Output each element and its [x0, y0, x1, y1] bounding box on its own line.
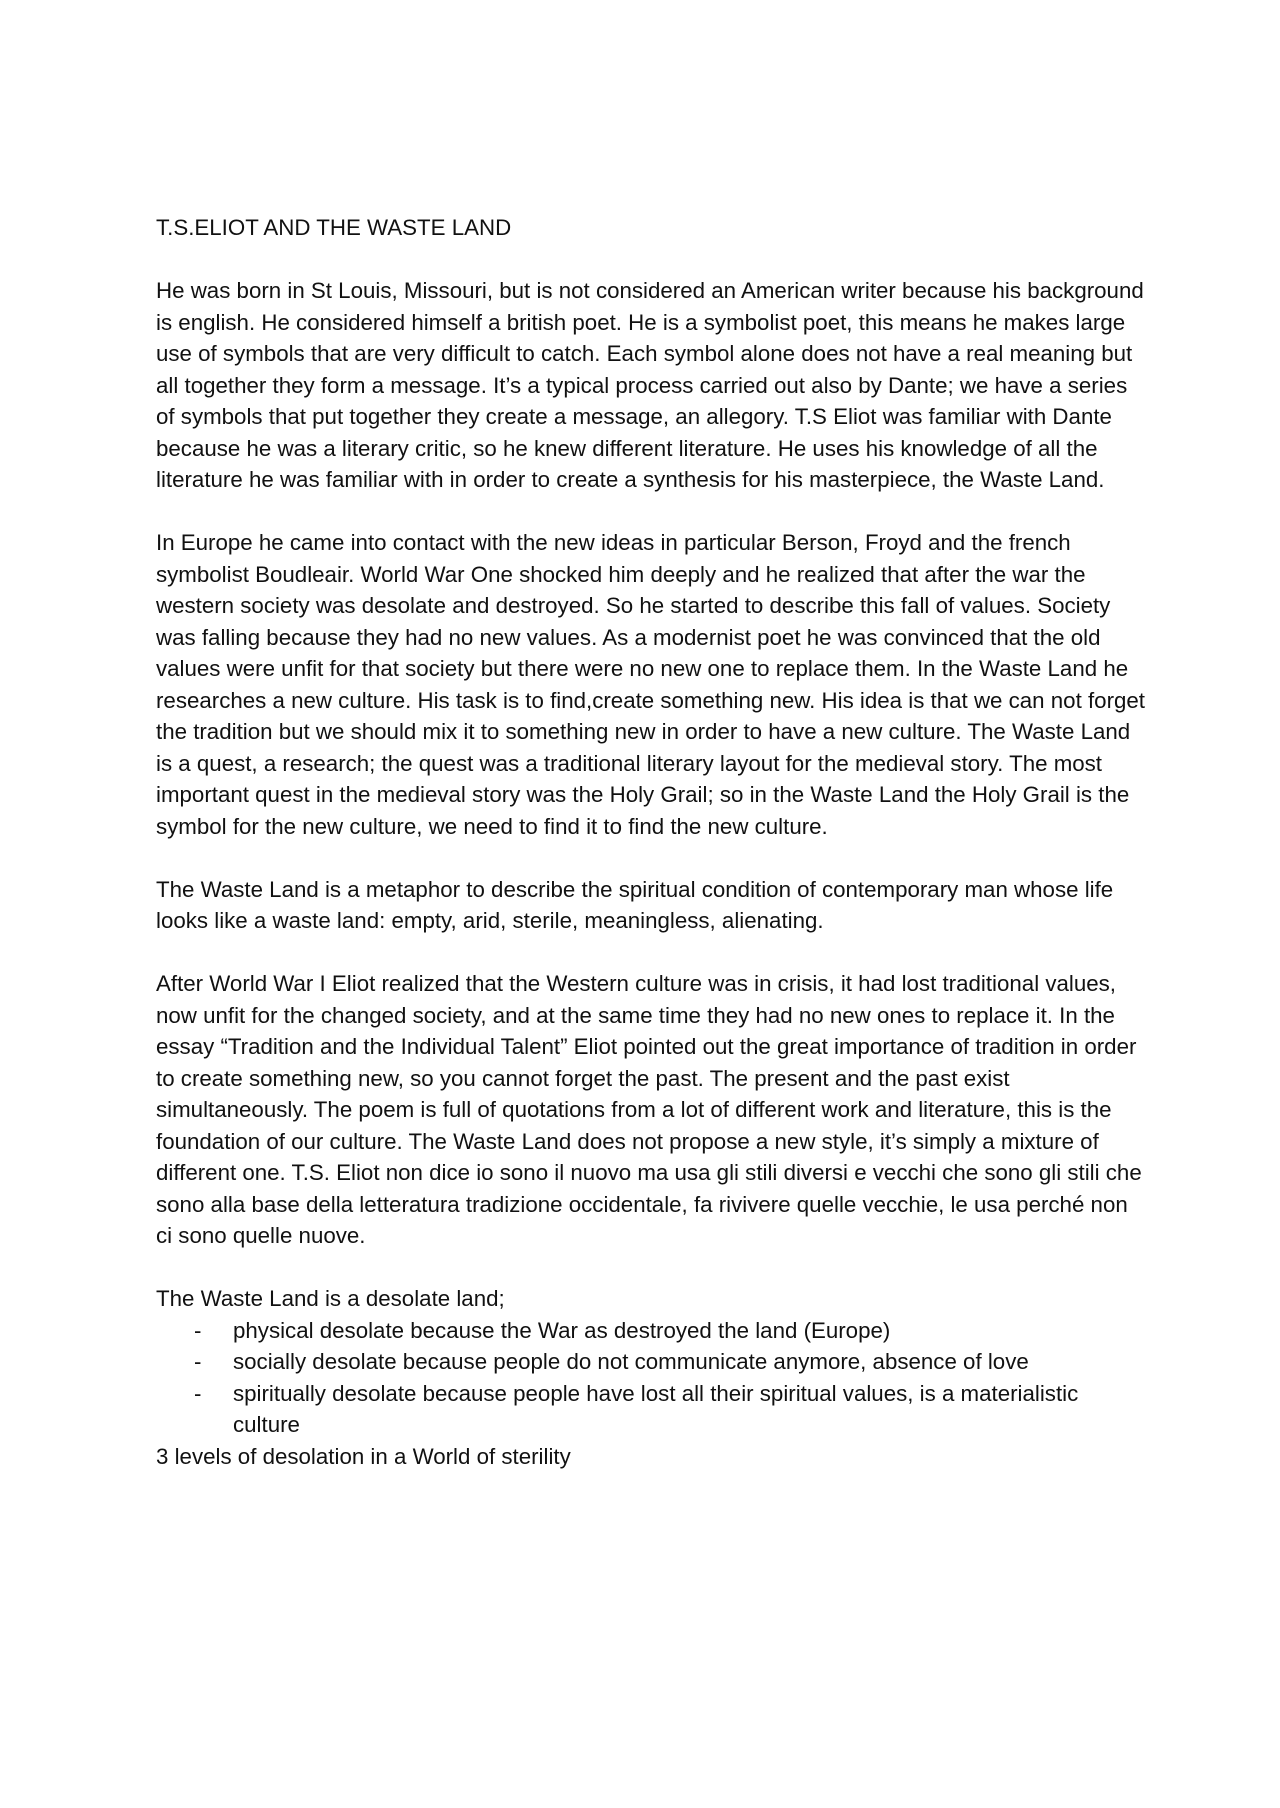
paragraph-biography: He was born in St Louis, Missouri, but is not considered an American writer because his background is english. He considered himself a british poet. He is a symbolist poet, this means he makes large use of symbols that are very difficult to catch. Each symbol alone does not have a real meaning but all together they form a message. It’s a typical process carried out also by Dante; we have a series of symbols that put together they create a message, an allegory. T.S Eliot was familiar with Dante because he was a literary critic, so he knew different literature. He uses his knowledge of all the literature he was familiar with in order to create a synthesis for his masterpiece, the Waste Land.: [156, 278, 1144, 492]
list-item: [156, 1346, 1146, 1378]
list-marker: -: [194, 1349, 202, 1374]
list-marker: -: [194, 1380, 202, 1406]
document-page: [156, 212, 1146, 1472]
list-intro: The Waste Land is a desolate land;: [156, 1286, 505, 1311]
list-item-text: socially desolate because people do not communicate anymore, absence of love: [233, 1349, 1029, 1374]
paragraph-tradition: After World War I Eliot realized that the Western culture was in crisis, it had lost traditional values, now unfit for the changed society, and at the same time they had no new ones to replace it. In the essay “Tradition and the Individual Talent” Eliot pointed out the great importance of tradition in order to create something new, so you cannot forget the past. The present and the past exist simultaneously. The poem is full of quotations from a lot of different work and literature, this is the foundation of our culture. The Waste Land does not propose a new style, it’s simply a mixture of different one. T.S. Eliot non dice io sono il nuovo ma usa gli stili diversi e vecchi che sono gli stili che sono alla base della letteratura tradizione occidentale, fa rivivere quelle vecchie, le usa perché non ci sono quelle nuove.: [156, 971, 1142, 1248]
paragraph-europe-context: In Europe he came into contact with the new ideas in particular Berson, Froyd and the french symbolist Boudleair. World War One shocked him deeply and he realized that after the war the western society was desolate and destroyed. So he started to describe this fall of values. Society was falling because they had no new values. As a modernist poet he was convinced that the old values were unfit for that society but there were no new one to replace them. In the Waste Land he researches a new culture. His task is to find,create something new. His idea is that we can not forget the tradition but we should mix it to something new in order to have a new culture. The Waste Land is a quest, a research; the quest was a traditional literary layout for the medieval story. The most important quest in the medieval story was the Holy Grail; so in the Waste Land the Holy Grail is the symbol for the new culture, we need to find it to find the new culture.: [156, 530, 1145, 839]
list-item: [156, 1378, 1146, 1441]
list-item: [156, 1315, 1146, 1347]
document-title: T.S.ELIOT AND THE WASTE LAND: [156, 215, 512, 240]
list-marker: -: [194, 1317, 202, 1343]
desolation-list: [156, 1315, 1146, 1441]
closing-line: 3 levels of desolation in a World of sterility: [156, 1443, 571, 1469]
list-item-text: physical desolate because the War as destroyed the land (Europe): [233, 1317, 891, 1343]
paragraph-metaphor: The Waste Land is a metaphor to describe the spiritual condition of contemporary man whose life looks like a waste land: empty, arid, sterile, meaningless, alienating.: [156, 876, 1114, 933]
list-item-text: spiritually desolate because people have lost all their spiritual values, is a materialistic culture: [233, 1380, 1079, 1437]
